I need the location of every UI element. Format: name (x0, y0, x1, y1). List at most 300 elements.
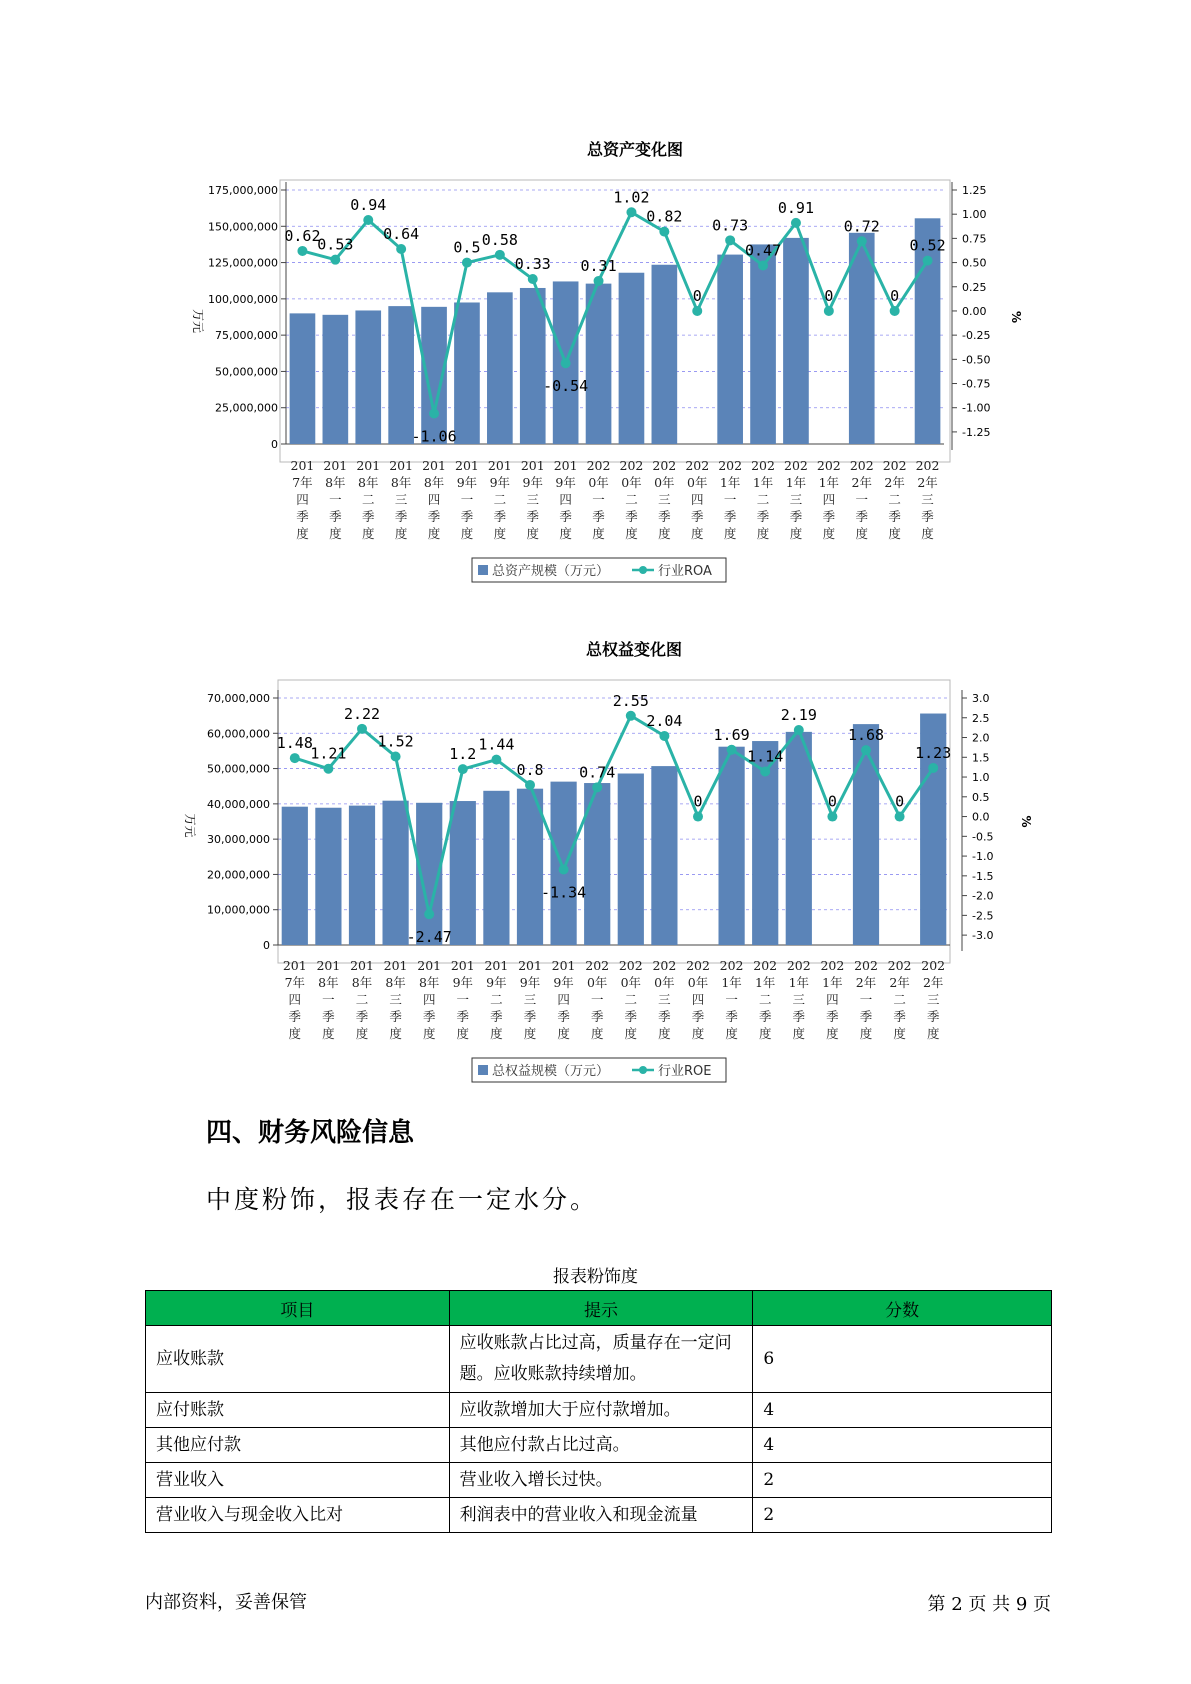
x-category-label: 9年 (522, 475, 543, 490)
right-tick-label: 0.00 (962, 304, 987, 318)
x-category-label: 度 (926, 1026, 940, 1041)
x-category-label: 9年 (452, 975, 474, 990)
x-category-label: 201 (484, 958, 509, 973)
x-category-label: 四 (288, 992, 302, 1007)
data-label: -2.47 (406, 928, 452, 947)
data-label: 0 (693, 792, 703, 811)
row-hint: 应收款增加大于应付款增加。 (449, 1393, 753, 1428)
bar (853, 724, 879, 945)
line-point (861, 745, 871, 755)
left-tick-label: 100,000,000 (208, 292, 278, 306)
x-category-label: 季 (427, 509, 441, 524)
x-category-label: 度 (690, 526, 704, 541)
line-point (824, 306, 834, 316)
left-tick-label: 25,000,000 (215, 401, 278, 415)
x-category-label: 四 (427, 492, 441, 507)
x-category-label: 度 (658, 526, 671, 541)
legend-bar-label: 总资产规模（万元） (492, 564, 610, 579)
row-item: 营业收入与现金收入比对 (146, 1498, 450, 1533)
x-category-label: 度 (624, 1026, 638, 1041)
x-category-label: 季 (329, 509, 342, 524)
x-category-label: 度 (559, 526, 572, 541)
x-category-label: 8年 (325, 475, 346, 490)
right-tick-label: 1.00 (962, 208, 987, 222)
x-category-label: 度 (460, 526, 474, 541)
right-tick-label: 0.5 (972, 790, 990, 804)
legend-line-marker (639, 1066, 647, 1074)
footer-page-number: 第 2 页 共 9 页 (927, 1594, 1051, 1615)
x-category-label: 二 (758, 992, 772, 1007)
row-item: 其他应付款 (146, 1428, 450, 1463)
left-tick-label: 125,000,000 (208, 256, 278, 270)
x-category-label: 7年 (284, 975, 306, 990)
x-category-label: 三 (792, 992, 806, 1007)
x-category-label: 1年 (818, 475, 840, 490)
data-label: 1.48 (276, 734, 313, 753)
x-category-label: 2年 (851, 475, 872, 490)
x-category-label: 季 (559, 509, 572, 524)
x-category-label: 202 (751, 458, 775, 473)
x-category-label: 0年 (654, 475, 675, 490)
bar (717, 255, 743, 444)
x-category-label: 三 (921, 492, 934, 507)
x-category-label: 0年 (621, 475, 642, 490)
x-category-label: 2年 (855, 975, 877, 990)
x-category-label: 8年 (318, 975, 339, 990)
x-category-label: 0年 (687, 975, 709, 990)
line-point (659, 227, 669, 237)
x-category-label: 9年 (489, 475, 511, 490)
x-category-label: 201 (417, 958, 442, 973)
line-point (396, 244, 406, 254)
data-label: 1.21 (310, 744, 347, 763)
risk-table (145, 1290, 1052, 1533)
bar (483, 791, 509, 945)
section-summary: 中度粉饰，报表存在一定水分。 (206, 1185, 599, 1214)
x-category-label: 201 (518, 958, 542, 973)
data-label: 0.31 (580, 256, 617, 275)
data-label: 2.22 (343, 704, 381, 723)
x-category-label: 季 (394, 509, 408, 524)
data-label: 2.19 (780, 706, 817, 725)
data-label: 0.72 (843, 217, 880, 236)
x-category-label: 季 (723, 509, 737, 524)
row-score: 4 (753, 1393, 1052, 1428)
x-category-label: 季 (355, 1009, 369, 1024)
right-tick-label: 2.5 (972, 711, 990, 725)
x-category-label: 202 (686, 958, 710, 973)
data-label: 0 (895, 792, 905, 811)
bar (618, 774, 644, 945)
x-category-label: 202 (685, 458, 710, 473)
right-tick-label: -0.75 (962, 377, 991, 391)
x-category-label: 1年 (754, 975, 776, 990)
data-label: 2.55 (612, 691, 649, 710)
legend-line-label: 行业ROE (658, 1064, 712, 1079)
left-tick-label: 0 (271, 438, 278, 451)
line-point (895, 812, 905, 822)
line-point (692, 306, 702, 316)
x-category-label: 四 (691, 992, 705, 1007)
x-category-label: 202 (854, 958, 878, 973)
x-category-label: 季 (490, 1009, 503, 1024)
right-tick-label: -1.0 (972, 850, 994, 864)
line-point (626, 207, 636, 217)
x-category-label: 三 (658, 492, 671, 507)
row-item: 营业收入 (146, 1463, 450, 1498)
line-point (791, 218, 801, 228)
x-category-label: 季 (888, 509, 901, 524)
x-category-label: 0年 (687, 475, 708, 490)
data-label: 1.52 (377, 732, 414, 751)
x-category-label: 一 (859, 992, 873, 1007)
data-label: 1.44 (478, 735, 515, 754)
left-tick-label: 0 (263, 939, 270, 952)
left-tick-label: 50,000,000 (207, 762, 270, 776)
line-point (794, 725, 804, 735)
x-category-label: 度 (756, 526, 770, 541)
x-category-label: 一 (460, 492, 474, 507)
data-label: 0.33 (514, 255, 551, 274)
x-category-label: 季 (592, 509, 605, 524)
x-category-label: 201 (455, 458, 479, 473)
data-label: 0.53 (317, 235, 354, 254)
x-category-label: 度 (361, 526, 375, 541)
x-category-label: 9年 (519, 975, 541, 990)
x-category-label: 度 (826, 1026, 839, 1041)
table-row (146, 1498, 1052, 1533)
footer-confidential: 内部资料，妥善保管 (145, 1592, 307, 1613)
x-category-label: 季 (288, 1009, 302, 1024)
x-category-label: 季 (756, 509, 770, 524)
x-category-label: 度 (355, 1026, 369, 1041)
x-category-label: 一 (322, 992, 335, 1007)
line-point (758, 260, 768, 270)
right-tick-label: -3.0 (972, 929, 994, 943)
line-point (528, 274, 538, 284)
line-point (357, 724, 367, 734)
data-label: 0 (827, 792, 837, 811)
x-category-label: 201 (350, 958, 374, 973)
bar (450, 801, 476, 945)
left-tick-label: 20,000,000 (207, 868, 270, 882)
x-category-label: 度 (725, 1026, 738, 1041)
x-category-label: 一 (590, 992, 604, 1007)
x-category-label: 0年 (588, 475, 609, 490)
right-tick-label: -0.25 (962, 329, 991, 343)
line-point (760, 767, 770, 777)
x-category-label: 8年 (390, 475, 412, 490)
x-category-label: 度 (422, 1026, 436, 1041)
left-tick-label: 50,000,000 (215, 365, 278, 379)
total-assets-chart-svg (0, 130, 1191, 590)
x-category-label: 季 (625, 509, 638, 524)
line-point (827, 812, 837, 822)
total-assets-chart (0, 130, 1191, 590)
right-tick-label: 0.0 (972, 810, 990, 824)
x-category-label: 度 (893, 1026, 906, 1041)
x-category-label: 一 (855, 492, 869, 507)
bar (849, 233, 875, 444)
x-category-label: 201 (290, 458, 315, 473)
row-item: 应付账款 (146, 1393, 450, 1428)
right-tick-label: 0.50 (962, 256, 987, 270)
line-point (626, 711, 636, 721)
x-category-label: 四 (559, 492, 572, 507)
right-tick-label: -0.5 (972, 830, 994, 844)
line-point (495, 250, 505, 260)
line-point (594, 276, 604, 286)
data-label: -1.34 (541, 883, 587, 902)
x-category-label: 季 (826, 1009, 839, 1024)
x-category-label: 四 (822, 492, 836, 507)
x-category-label: 度 (526, 526, 540, 541)
x-category-label: 度 (557, 1026, 570, 1041)
x-category-label: 1年 (822, 975, 843, 990)
row-hint: 营业收入增长过快。 (449, 1463, 753, 1498)
right-tick-label: 1.25 (962, 184, 987, 197)
x-category-label: 季 (296, 509, 309, 524)
right-axis-title: % (1019, 815, 1033, 828)
x-category-label: 度 (859, 1026, 873, 1041)
x-category-label: 0年 (654, 975, 675, 990)
line-point (561, 358, 571, 368)
x-category-label: 201 (282, 958, 307, 973)
x-category-label: 季 (921, 509, 934, 524)
chart-title: 总资产变化图 (586, 140, 684, 159)
data-label: 2.04 (646, 711, 683, 730)
x-category-label: 度 (288, 1026, 302, 1041)
data-label: 0.82 (646, 207, 683, 226)
right-tick-label: -2.5 (972, 909, 994, 923)
bar (750, 244, 776, 444)
x-category-label: 201 (450, 958, 475, 973)
x-category-label: 度 (329, 526, 342, 541)
x-category-label: 202 (816, 458, 841, 473)
x-category-label: 季 (557, 1009, 570, 1024)
row-hint: 其他应付款占比过高。 (449, 1428, 753, 1463)
bar (355, 310, 381, 444)
x-category-label: 季 (526, 509, 540, 524)
x-category-label: 三 (523, 992, 537, 1007)
bar (586, 284, 612, 444)
x-category-label: 2年 (884, 475, 905, 490)
x-category-label: 9年 (456, 475, 478, 490)
x-category-label: 二 (490, 992, 503, 1007)
x-category-label: 201 (551, 958, 576, 973)
x-category-label: 1年 (785, 475, 807, 490)
x-category-label: 二 (624, 992, 638, 1007)
left-tick-label: 10,000,000 (207, 903, 270, 917)
right-tick-label: 2.0 (972, 731, 990, 745)
x-category-label: 202 (849, 458, 874, 473)
bar (388, 306, 414, 444)
x-category-label: 度 (296, 526, 309, 541)
row-score: 2 (753, 1498, 1052, 1533)
right-tick-label: 3.0 (972, 692, 990, 705)
x-category-label: 季 (658, 1009, 671, 1024)
x-category-label: 201 (323, 458, 348, 473)
x-category-label: 201 (316, 958, 341, 973)
x-category-label: 一 (725, 992, 738, 1007)
row-hint: 应收账款占比过高，质量存在一定问题。应收账款持续增加。 (449, 1326, 753, 1393)
x-category-label: 三 (926, 992, 940, 1007)
data-label: 0.5 (453, 238, 481, 257)
x-category-label: 四 (826, 992, 839, 1007)
line-point (297, 246, 307, 256)
total-equity-chart-svg (0, 630, 1191, 1090)
x-category-label: 度 (789, 526, 803, 541)
data-label: 1.14 (747, 747, 784, 766)
x-category-label: 1年 (721, 975, 742, 990)
line-point (857, 236, 867, 246)
x-category-label: 二 (888, 492, 901, 507)
data-label: 0.94 (350, 195, 387, 214)
x-category-label: 一 (456, 992, 470, 1007)
x-category-label: 季 (361, 509, 375, 524)
x-category-label: 度 (658, 1026, 671, 1041)
line-point (890, 306, 900, 316)
row-score: 2 (753, 1463, 1052, 1498)
x-category-label: 季 (389, 1009, 402, 1024)
x-category-label: 8年 (418, 975, 440, 990)
x-category-label: 度 (888, 526, 901, 541)
x-category-label: 度 (394, 526, 408, 541)
bar (349, 806, 375, 945)
x-category-label: 9年 (486, 975, 507, 990)
x-category-label: 季 (690, 509, 704, 524)
left-tick-label: 75,000,000 (215, 329, 278, 343)
x-category-label: 度 (723, 526, 737, 541)
right-tick-label: -0.50 (962, 353, 991, 367)
x-category-label: 一 (592, 492, 605, 507)
x-category-label: 8年 (358, 475, 379, 490)
x-category-label: 四 (557, 992, 570, 1007)
line-point (659, 731, 669, 741)
line-point (592, 782, 602, 792)
x-category-label: 1年 (752, 475, 774, 490)
right-tick-label: 1.5 (972, 751, 990, 765)
data-label: 0.58 (481, 230, 518, 249)
x-category-label: 季 (523, 1009, 537, 1024)
x-category-label: 202 (820, 958, 845, 973)
legend-bar-label: 总权益规模（万元） (492, 1064, 610, 1079)
bar (520, 288, 546, 444)
bar (718, 747, 744, 945)
x-category-label: 202 (784, 458, 808, 473)
x-category-label: 度 (691, 1026, 705, 1041)
x-category-label: 度 (592, 526, 605, 541)
line-point (391, 751, 401, 761)
line-point (559, 865, 569, 875)
x-category-label: 季 (422, 1009, 436, 1024)
x-category-label: 202 (887, 958, 912, 973)
line-point (923, 256, 933, 266)
data-label: 0.52 (909, 236, 946, 255)
header-score: 分数 (753, 1291, 1052, 1326)
x-category-label: 度 (523, 1026, 537, 1041)
x-category-label: 201 (356, 458, 381, 473)
x-category-label: 0年 (586, 975, 608, 990)
x-category-label: 201 (422, 458, 446, 473)
x-category-label: 二 (493, 492, 507, 507)
data-label: -0.54 (543, 377, 589, 396)
row-item: 应收账款 (146, 1326, 450, 1393)
x-category-label: 季 (322, 1009, 335, 1024)
x-category-label: 201 (389, 458, 414, 473)
x-category-label: 度 (490, 1026, 503, 1041)
line-point (323, 764, 333, 774)
row-hint: 利润表中的营业收入和现金流量 (449, 1498, 753, 1533)
table-caption: 报表粉饰度 (553, 1267, 638, 1287)
line-point (725, 235, 735, 245)
x-category-label: 季 (792, 1009, 806, 1024)
data-label: 0 (890, 286, 900, 305)
x-category-label: 季 (590, 1009, 604, 1024)
x-category-label: 度 (427, 526, 441, 541)
x-category-label: 季 (859, 1009, 873, 1024)
x-category-label: 201 (487, 458, 512, 473)
left-tick-label: 150,000,000 (208, 220, 278, 234)
bar (323, 315, 349, 444)
x-category-label: 0年 (620, 975, 642, 990)
x-category-label: 三 (658, 992, 671, 1007)
x-category-label: 季 (658, 509, 671, 524)
row-score: 4 (753, 1428, 1052, 1463)
data-label: 0.64 (383, 225, 420, 244)
left-tick-label: 175,000,000 (208, 184, 278, 197)
right-tick-label: 0.75 (962, 232, 987, 246)
table-row (146, 1393, 1052, 1428)
x-category-label: 1年 (788, 975, 810, 990)
total-equity-chart (0, 630, 1191, 1090)
x-category-label: 季 (789, 509, 803, 524)
bar (619, 273, 645, 444)
bar (783, 238, 809, 444)
x-category-label: 三 (389, 992, 402, 1007)
x-category-label: 9年 (555, 475, 576, 490)
x-category-label: 2年 (922, 975, 944, 990)
line-point (330, 255, 340, 265)
x-category-label: 度 (590, 1026, 604, 1041)
x-category-label: 季 (456, 1009, 470, 1024)
x-category-label: 季 (758, 1009, 772, 1024)
x-category-label: 四 (422, 992, 436, 1007)
x-category-label: 度 (822, 526, 836, 541)
x-category-label: 7年 (292, 475, 313, 490)
left-axis-title: 万元 (191, 308, 205, 334)
chart-title: 总权益变化图 (585, 640, 683, 659)
x-category-label: 度 (456, 1026, 470, 1041)
legend-bar-swatch (478, 565, 488, 575)
line-point (424, 909, 434, 919)
x-category-label: 202 (753, 958, 778, 973)
x-category-label: 度 (855, 526, 869, 541)
x-category-label: 201 (520, 458, 545, 473)
x-category-label: 度 (792, 1026, 806, 1041)
bar (786, 732, 812, 945)
x-category-label: 度 (322, 1026, 335, 1041)
x-category-label: 季 (460, 509, 474, 524)
data-label: 0.62 (284, 226, 321, 245)
right-axis-title: % (1009, 310, 1023, 324)
data-label: 0.73 (712, 216, 749, 235)
x-category-label: 度 (921, 526, 934, 541)
x-category-label: 度 (389, 1026, 402, 1041)
left-tick-label: 70,000,000 (207, 692, 270, 705)
x-category-label: 二 (893, 992, 906, 1007)
section-heading: 四、财务风险信息 (206, 1118, 415, 1148)
